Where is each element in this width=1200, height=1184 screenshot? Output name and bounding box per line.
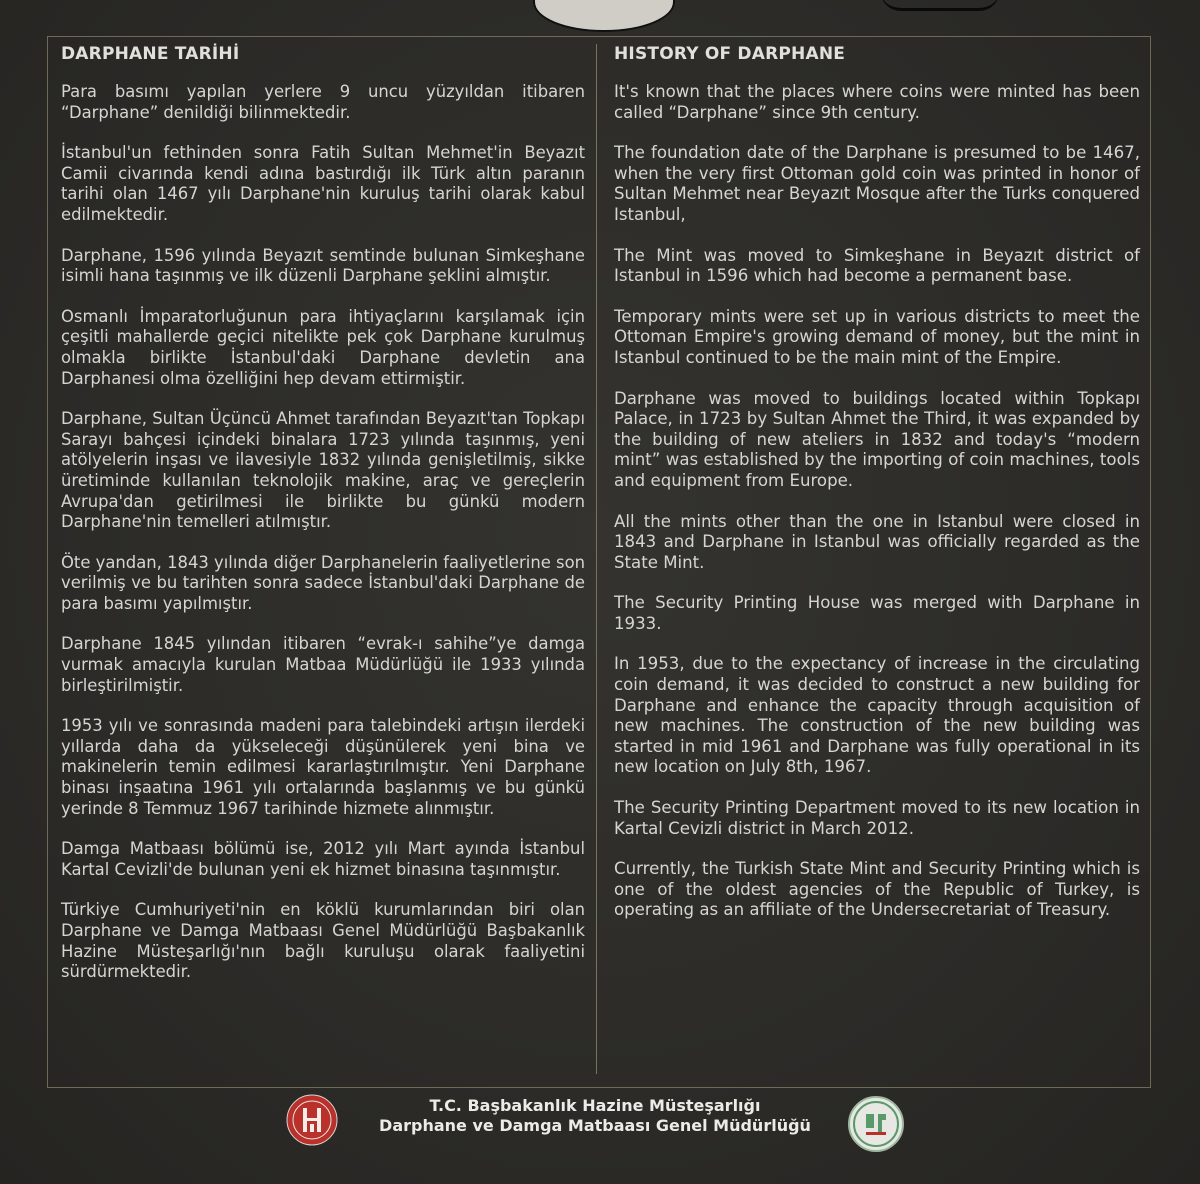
english-paragraph: All the mints other than the one in Istanbul were closed in 1843 and Darphane in Istanbul was officially regarded as the State Mint.	[614, 511, 1140, 572]
turkish-paragraph: Para basımı yapılan yerlere 9 uncu yüzyıldan itibaren “Darphane” denildiği bilinmektedir.	[61, 82, 585, 122]
treasury-emblem-icon	[286, 1094, 338, 1146]
english-paragraph: Temporary mints were set up in various districts to meet the Ottoman Empire's growing demand of money, but the mint in Istanbul continued to be the main mint of the Empire.	[614, 306, 1140, 367]
english-paragraph: The Security Printing House was merged with Darphane in 1933.	[614, 593, 1140, 633]
turkish-paragraph: Osmanlı İmparatorluğunun para ihtiyaçlarını karşılamak için çeşitli mahallerde geçici nitelikte pek çok Darphane kurulmuş olmakla birlikte İstanbul'daki Darphane devletin ana Darphanesi olma özelliğini hep devam ettirmiştir.	[61, 306, 585, 388]
footer-institution	[340, 1096, 850, 1136]
coin-slot-notch	[533, 0, 675, 32]
turkish-paragraph: Darphane, 1596 yılında Beyazıt semtinde bulunan Simkeşhane isimli hana taşınmış ve ilk düzenli Darphane şeklini almıştır.	[61, 245, 585, 286]
turkish-heading: DARPHANE TARİHİ	[61, 44, 240, 64]
english-paragraph: The Security Printing Department moved to its new location in Kartal Cevizli district in March 2012.	[614, 798, 1140, 838]
coin-slot-edge	[880, 0, 1000, 11]
turkish-paragraph: Öte yandan, 1843 yılında diğer Darphanelerin faaliyetlerine son verilmiş ve bu tarihten sonra sadece İstanbul'daki Darphane de para basımı yapılmıştır.	[61, 552, 585, 613]
english-heading: HISTORY OF DARPHANE	[614, 44, 846, 64]
english-column	[614, 44, 1140, 941]
turkish-column	[61, 44, 585, 1003]
turkish-paragraph: Türkiye Cumhuriyeti'nin en köklü kurumlarından biri olan Darphane ve Damga Matbaası Genel Müdürlüğü Başbakanlık Hazine Müsteşarlığı'nın bağlı kuruluşu olarak faaliyetini sürdürmektedir.	[61, 900, 585, 982]
turkish-paragraph: İstanbul'un fethinden sonra Fatih Sultan Mehmet'in Beyazıt Camii civarında kendi adına bastırdığı ilk Türk altın paranın tarihi olan 1467 yılı Darphane'nin kuruluş tarihi olarak kabul edilmektedir.	[61, 143, 585, 224]
english-paragraph: It's known that the places where coins were minted has been called “Darphane” since 9th century.	[614, 82, 1140, 122]
mint-emblem-icon	[848, 1096, 904, 1152]
column-divider	[596, 44, 597, 1074]
english-paragraph: Darphane was moved to buildings located within Topkapı Palace, in 1723 by Sultan Ahmet the Third, it was expanded by the building of new ateliers in 1832 and today's “modern mint” was established by the importing of coin machines, tools and equipment from Europe.	[614, 388, 1140, 490]
turkish-paragraph: Darphane, Sultan Üçüncü Ahmet tarafından Beyazıt'tan Topkapı Sarayı bahçesi içindeki binalara 1723 yılında taşınmış, yeni atölyelerin inşası ve ilavesiyle 1832 yılında genişletilmiş, sikke üretiminde kullanılan teknolojik makine, araç ve gereçlerin Avrupa'dan getirilmesi ile birlikte bu günkü modern Darphane'nin temelleri atılmıştır.	[61, 409, 585, 532]
turkish-paragraph: Darphane 1845 yılından itibaren “evrak-ı sahihe”ye damga vurmak amacıyla kurulan Matbaa Müdürlüğü ile 1933 yılında birleştirilmiştir.	[61, 634, 585, 695]
turkish-paragraph: 1953 yılı ve sonrasında madeni para talebindeki artışın ilerdeki yıllarda daha da yükseleceği düşünülerek yeni bina ve makinelerin temin edilmesi kararlaştırılmıştır. Yeni Darphane binası inşaatına 1961 yılı ortalarında başlanmış ve bu günkü yerinde 8 Temmuz 1967 tarihinde hizmete alınmıştır.	[61, 716, 585, 818]
turkish-paragraph: Damga Matbaası bölümü ise, 2012 yılı Mart ayında İstanbul Kartal Cevizli'de bulunan yeni ek hizmet binasına taşınmıştır.	[61, 839, 585, 879]
english-paragraph: Currently, the Turkish State Mint and Security Printing which is one of the oldest agencies of the Republic of Turkey, is operating as an affiliate of the Undersecretariat of Treasury.	[614, 859, 1140, 920]
footer-line-2: Darphane ve Damga Matbaası Genel Müdürlüğü	[379, 1116, 811, 1135]
english-paragraph: The foundation date of the Darphane is presumed to be 1467, when the very first Ottoman gold coin was printed in honor of Sultan Mehmet near Beyazıt Mosque after the Turks conquered Istanbul,	[614, 143, 1140, 224]
english-paragraph: In 1953, due to the expectancy of increase in the circulating coin demand, it was decided to construct a new building for Darphane and enhance the capacity through acquisition of new machines. The construction of the new building was started in mid 1961 and Darphane was fully operational in its new location on July 8th, 1967.	[614, 654, 1140, 777]
footer-line-1: T.C. Başbakanlık Hazine Müsteşarlığı	[429, 1096, 761, 1115]
english-paragraph: The Mint was moved to Simkeşhane in Beyazıt district of Istanbul in 1596 which had become a permanent base.	[614, 245, 1140, 286]
